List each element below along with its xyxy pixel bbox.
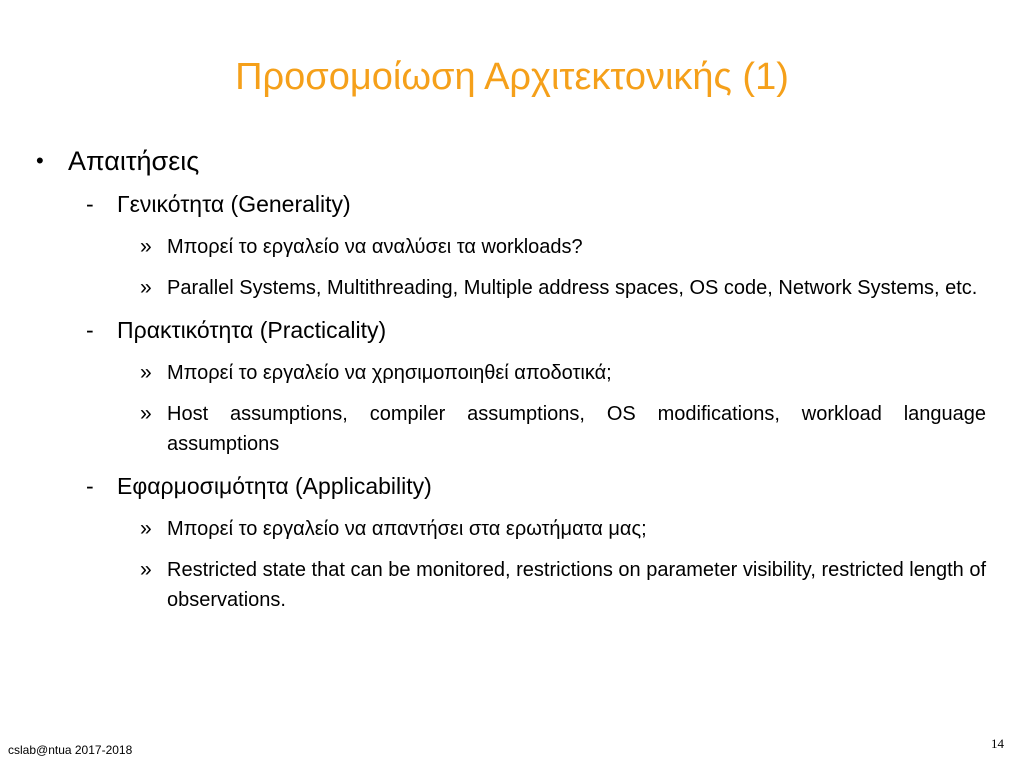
detail-item bbox=[36, 273, 986, 303]
slide-content bbox=[36, 142, 986, 626]
detail-text: Μπορεί το εργαλείο να αναλύσει τα workloads? bbox=[167, 236, 583, 258]
sub-bullet-practicality bbox=[36, 314, 986, 346]
slide-title: Προσομοίωση Αρχιτεκτονικής (1) bbox=[235, 56, 789, 98]
bullet-requirements bbox=[36, 142, 986, 180]
bullet-text: Απαιτήσεις bbox=[68, 146, 200, 176]
detail-text: Restricted state that can be monitored, restrictions on parameter visibility, restricted length of observations. bbox=[167, 559, 986, 611]
bullet-chevron: » bbox=[140, 276, 152, 299]
bullet-dash: - bbox=[86, 191, 94, 217]
detail-item bbox=[36, 232, 986, 262]
detail-item bbox=[36, 514, 986, 544]
footer-text: cslab@ntua 2017-2018 bbox=[8, 743, 133, 757]
detail-text: Μπορεί το εργαλείο να απαντήσει στα ερωτήματα μας; bbox=[167, 518, 647, 540]
detail-text: Parallel Systems, Multithreading, Multiple address spaces, OS code, Network Systems, etc. bbox=[167, 277, 978, 299]
sub-bullet-generality bbox=[36, 188, 986, 220]
page-number: 14 bbox=[991, 736, 1004, 751]
sub-bullet-text: Εφαρμοσιμότητα (Applicability) bbox=[117, 473, 432, 499]
detail-text: Μπορεί το εργαλείο να χρησιμοποιηθεί αποδοτικά; bbox=[167, 362, 612, 384]
bullet-dash: - bbox=[86, 317, 94, 343]
bullet-chevron: » bbox=[140, 361, 152, 384]
bullet-chevron: » bbox=[140, 402, 152, 425]
bullet-chevron: » bbox=[140, 517, 152, 540]
bullet-dot: • bbox=[36, 148, 44, 173]
detail-text: Host assumptions, compiler assumptions, OS modifications, workload language assumptions bbox=[167, 403, 986, 455]
detail-item bbox=[36, 399, 986, 459]
detail-item bbox=[36, 555, 986, 615]
bullet-chevron: » bbox=[140, 235, 152, 258]
detail-item bbox=[36, 358, 986, 388]
sub-bullet-text: Πρακτικότητα (Practicality) bbox=[117, 317, 387, 343]
bullet-chevron: » bbox=[140, 558, 152, 581]
bullet-dash: - bbox=[86, 473, 94, 499]
sub-bullet-applicability bbox=[36, 470, 986, 502]
sub-bullet-text: Γενικότητα (Generality) bbox=[117, 191, 351, 217]
